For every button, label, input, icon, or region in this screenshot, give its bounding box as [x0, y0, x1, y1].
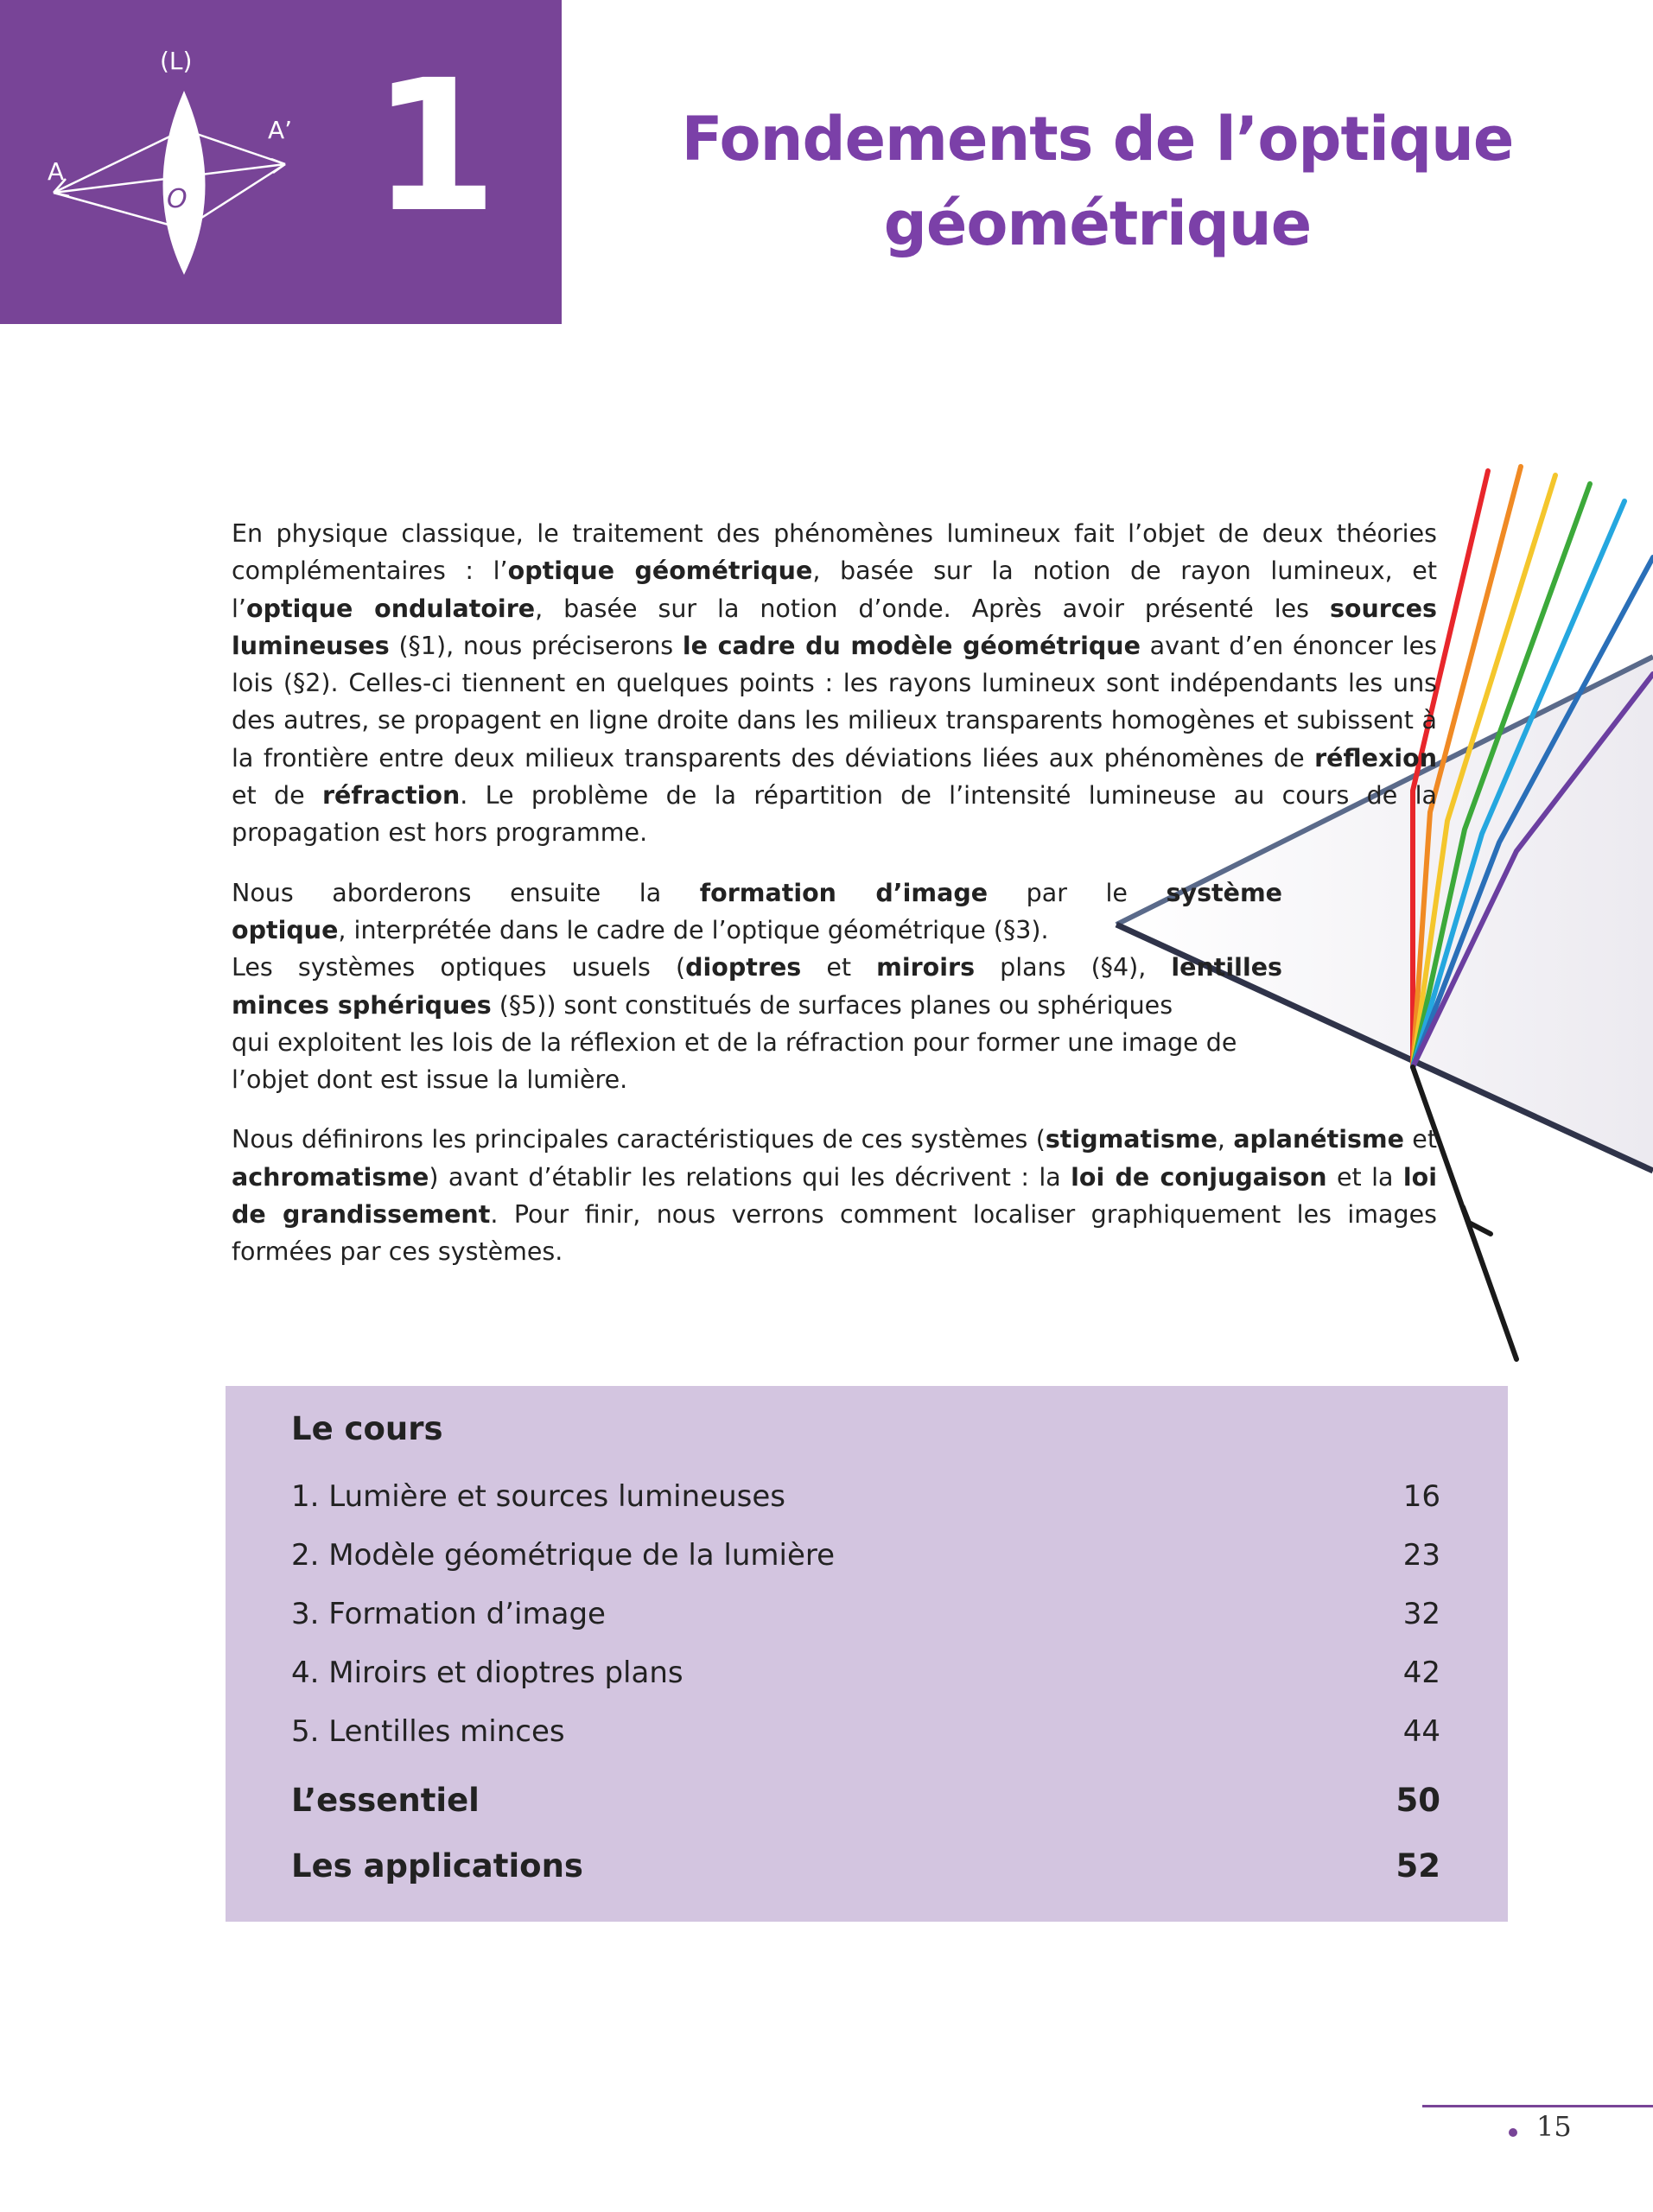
toc-item-label: 3. Formation d’image	[291, 1597, 606, 1631]
text-run: l’objet dont est issue la lumière.	[232, 1065, 628, 1095]
footer-rule	[1422, 2105, 1653, 2107]
text-run: et	[1403, 1125, 1437, 1154]
text-run: . Le problème de la répartition de l’intensité lumineuse au cours de la propagation est hors programme.	[232, 781, 1437, 848]
text-run: , basée sur la notion d’onde. Après avoir présenté les	[535, 594, 1330, 623]
toc-item-page: 16	[1402, 1479, 1440, 1514]
intro-paragraph-1	[232, 515, 1437, 852]
text-run: ,	[1217, 1125, 1234, 1154]
page-number: 15	[1536, 2110, 1572, 2143]
text-line	[232, 912, 1282, 949]
text-run: . Pour finir, nous verrons comment localiser graphiquement les images formées par ces systèmes.	[232, 1200, 1437, 1267]
text-run: , interprétée dans le cadre de l’optique géométrique (§3).	[338, 915, 1049, 944]
toc-item-label: 5. Lentilles minces	[291, 1714, 565, 1749]
bold-term: réflexion	[1314, 743, 1437, 772]
text-run: plans (§4),	[975, 953, 1172, 982]
table-of-contents	[226, 1386, 1508, 1922]
bold-term: minces sphériques	[232, 990, 492, 1020]
text-run: En physique classique, le traitement des phénomènes lumineux fait l’objet de deux théories complémentaires : l’	[232, 519, 1437, 586]
text-line	[232, 1024, 1282, 1061]
bold-term: réfraction	[322, 781, 461, 810]
bold-term: optique géométrique	[507, 556, 813, 586]
chapter-introduction	[232, 515, 1437, 1294]
toc-item-page: 32	[1402, 1597, 1440, 1631]
text-run: Nous définirons les principales caractéristiques de ces systèmes (	[232, 1125, 1046, 1154]
chapter-title	[657, 97, 1538, 266]
toc-item-page: 44	[1402, 1714, 1440, 1749]
center-label: O	[167, 184, 188, 214]
bold-term: système	[1166, 878, 1283, 907]
text-line	[232, 1061, 1282, 1098]
text-run: (§5)) sont constitués de surfaces planes ou sphériques	[491, 990, 1173, 1020]
bold-term: sources lumineuses	[232, 594, 1438, 660]
toc-section-label: L’essentiel	[291, 1782, 480, 1819]
text-line	[232, 949, 1282, 986]
bullet-icon	[1509, 2128, 1517, 2137]
bold-term: loi de grandissement	[232, 1162, 1438, 1230]
bold-term: loi de conjugaison	[1071, 1162, 1327, 1192]
text-run: (§1), nous préciserons	[389, 631, 683, 660]
toc-heading: Le cours	[291, 1410, 443, 1447]
toc-section-label: Les applications	[291, 1847, 583, 1885]
toc-item-label: 4. Miroirs et dioptres plans	[291, 1656, 683, 1690]
text-run: et de	[232, 781, 322, 810]
bold-term: stigmatisme	[1045, 1125, 1217, 1154]
bold-term: aplanétisme	[1233, 1125, 1404, 1154]
chapter-number: 1	[372, 41, 499, 252]
bold-term: dioptres	[685, 953, 802, 982]
chapter-title-line-1: Fondements de l’optique	[681, 104, 1514, 175]
toc-item-page: 23	[1402, 1538, 1440, 1573]
bold-term: le cadre du modèle géométrique	[682, 631, 1141, 660]
bold-term: formation d’image	[699, 878, 989, 907]
toc-item-page: 42	[1402, 1656, 1440, 1690]
toc-section-page: 52	[1396, 1847, 1440, 1885]
object-label: A	[48, 157, 65, 186]
bold-term: achromatisme	[232, 1162, 429, 1192]
text-run: Nous aborderons ensuite la	[232, 878, 700, 907]
text-line	[232, 874, 1282, 912]
chapter-title-line-2: géométrique	[883, 188, 1312, 259]
toc-section-page: 50	[1396, 1782, 1440, 1819]
text-run: par le	[988, 878, 1167, 907]
bold-term: optique ondulatoire	[245, 594, 536, 623]
bold-term: miroirs	[876, 953, 976, 982]
bold-term: optique	[232, 915, 339, 944]
text-line	[232, 987, 1282, 1024]
text-run: Les systèmes optiques usuels (	[232, 953, 686, 982]
image-label: A’	[268, 116, 293, 144]
toc-item-label: 2. Modèle géométrique de la lumière	[291, 1538, 836, 1573]
text-run: et	[801, 953, 877, 982]
bold-term: lentilles	[1171, 953, 1283, 982]
text-run: , basée sur la notion de rayon lumineux, et l’	[232, 556, 1437, 623]
toc-item-label: 1. Lumière et sources lumineuses	[291, 1479, 785, 1514]
text-run: avant d’en énoncer les lois (§2). Celles-ci tiennent en quelques points : les rayons lumineux sont indépendants les uns des autres, se propagent en ligne droite dans les milieux transparents homogènes et subissent à la frontière entre deux milieux transparents des déviations liées aux phénomènes de	[232, 631, 1437, 772]
text-run: et la	[1326, 1162, 1403, 1192]
text-run: qui exploitent les lois de la réflexion et de la réfraction pour former une image de	[232, 1027, 1237, 1057]
chapter-header-block	[0, 0, 562, 324]
intro-paragraph-3	[232, 1121, 1437, 1270]
intro-paragraph-2	[232, 874, 1282, 1099]
text-run: ) avant d’établir les relations qui les décrivent : la	[429, 1162, 1071, 1192]
lens-label: (L)	[160, 47, 193, 75]
